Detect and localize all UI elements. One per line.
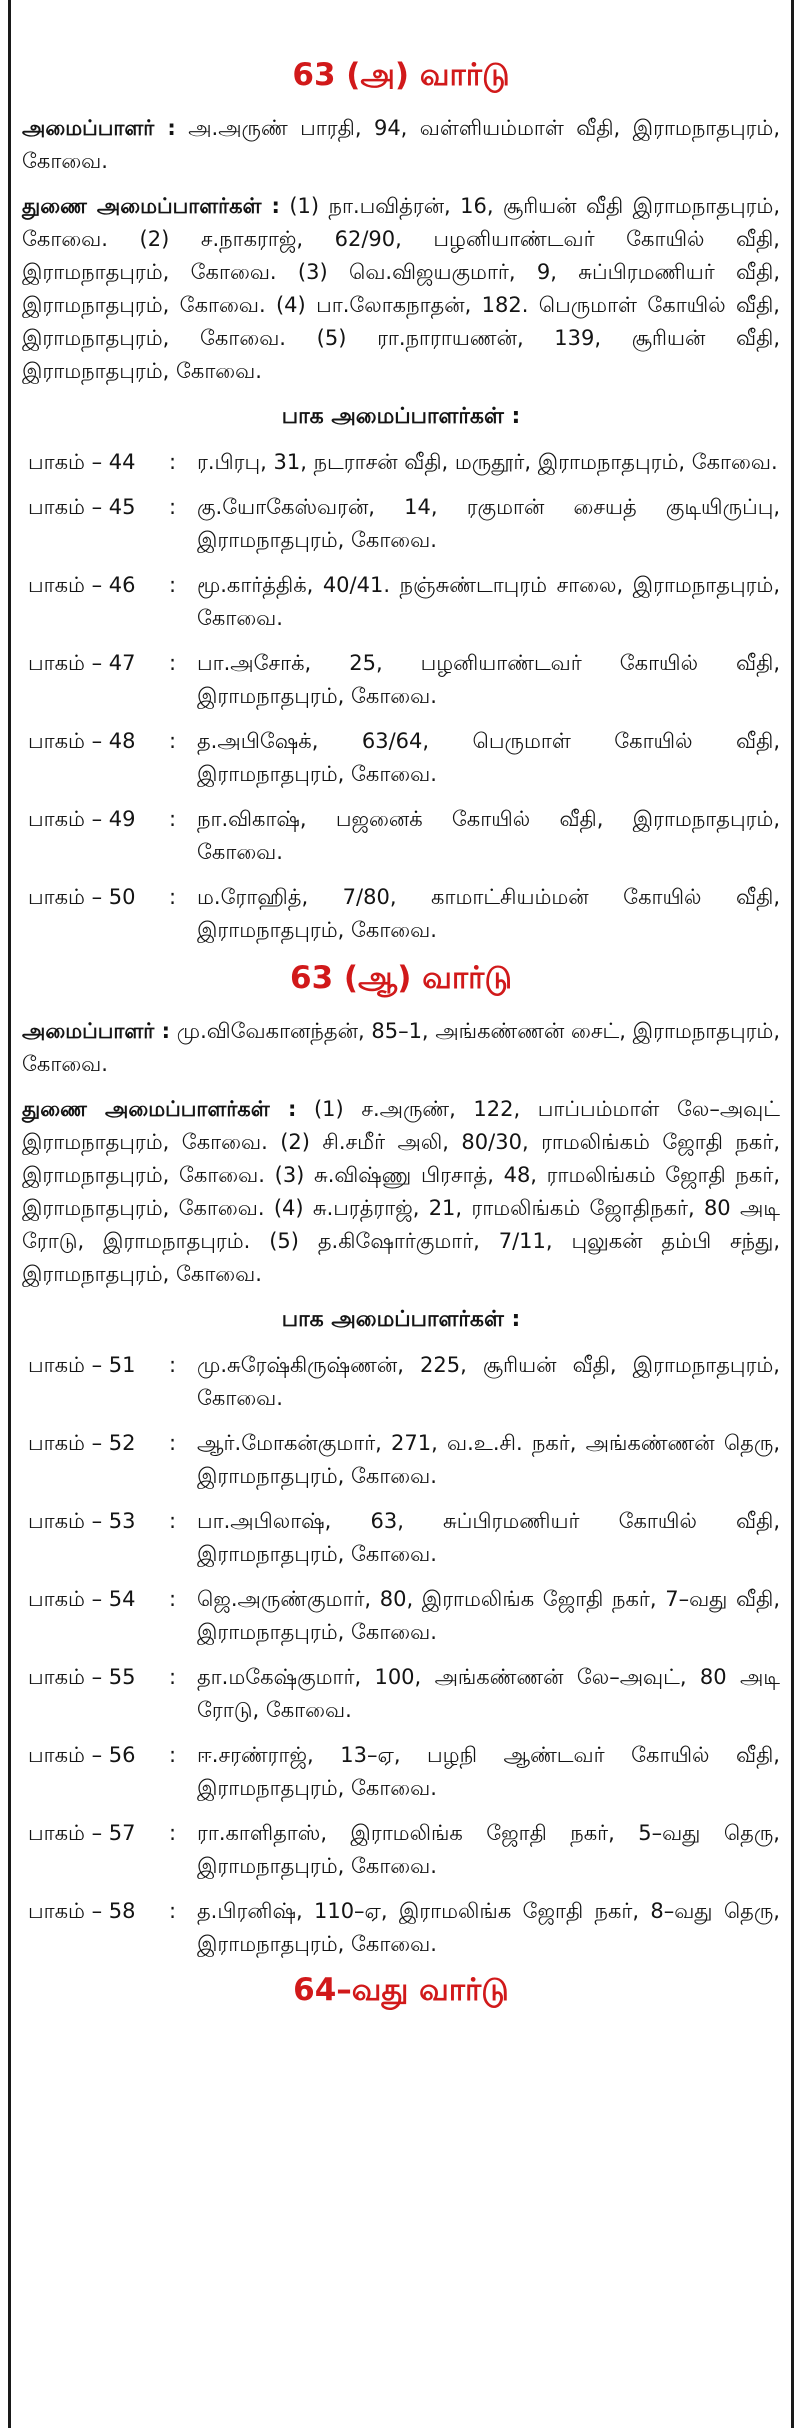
list-item — [22, 440, 780, 485]
part-colon: : — [169, 450, 177, 474]
organizer-label: அமைப்பாளர் : — [22, 1019, 171, 1043]
list-item — [22, 1889, 780, 1967]
part-text: ம.ரோஹித், 7/80, காமாட்சியம்மன் கோயில் வீதி, இராமநாதபுரம், கோவை. — [197, 885, 780, 942]
part-colon: : — [169, 1665, 177, 1689]
ward-64-section — [22, 1971, 780, 2009]
ward-63aa-organizer — [22, 1015, 780, 1081]
list-item — [22, 1499, 780, 1577]
part-label: பாகம் – 58 — [28, 1899, 136, 1923]
part-colon: : — [169, 573, 177, 597]
right-border-rule — [791, 0, 794, 2428]
part-label: பாகம் – 48 — [28, 729, 136, 753]
ward-63aa-deputies — [22, 1093, 780, 1291]
part-colon: : — [169, 1353, 177, 1377]
part-label: பாகம் – 54 — [28, 1587, 136, 1611]
part-colon: : — [169, 807, 177, 831]
part-text: நா.விகாஷ், பஜனைக் கோயில் வீதி, இராமநாதபுரம், கோவை. — [197, 807, 780, 864]
list-item — [22, 719, 780, 797]
ward-63aa-parts-list — [22, 1343, 780, 1967]
part-colon: : — [169, 1509, 177, 1533]
part-label: பாகம் – 57 — [28, 1821, 136, 1845]
part-text: மூ.கார்த்திக், 40/41. நஞ்சுண்டாபுரம் சாலை, இராமநாதபுரம், கோவை. — [197, 573, 780, 630]
part-label: பாகம் – 46 — [28, 573, 136, 597]
article-column — [22, 0, 780, 2009]
list-item — [22, 1733, 780, 1811]
list-item — [22, 1811, 780, 1889]
part-text: ர.பிரபு, 31, நடராசன் வீதி, மருதூர், இராமநாதபுரம், கோவை. — [197, 450, 778, 474]
deputy-label: துணை அமைப்பாளர்கள் : — [22, 1097, 297, 1121]
part-text: தா.மகேஷ்குமார், 100, அங்கண்ணன் லே–அவுட், 80 அடி ரோடு, கோவை. — [197, 1665, 780, 1722]
part-label: பாகம் – 51 — [28, 1353, 136, 1377]
list-item — [22, 875, 780, 953]
ward-64-title: 64–வது வார்டு — [293, 1972, 509, 2008]
part-label: பாகம் – 49 — [28, 807, 136, 831]
part-text: ரா.காளிதாஸ், இராமலிங்க ஜோதி நகர், 5–வது தெரு, இராமநாதபுரம், கோவை. — [197, 1821, 780, 1878]
ward-63a-deputies — [22, 190, 780, 388]
list-item — [22, 1421, 780, 1499]
part-label: பாகம் – 55 — [28, 1665, 136, 1689]
part-text: பா.அசோக், 25, பழனியாண்டவர் கோயில் வீதி, இராமநாதபுரம், கோவை. — [197, 651, 780, 708]
part-text: மு.சுரேஷ்கிருஷ்ணன், 225, சூரியன் வீதி, இராமநாதபுரம், கோவை. — [197, 1353, 780, 1410]
part-colon: : — [169, 1587, 177, 1611]
part-colon: : — [169, 729, 177, 753]
part-label: பாகம் – 45 — [28, 495, 136, 519]
list-item — [22, 563, 780, 641]
part-colon: : — [169, 885, 177, 909]
part-label: பாகம் – 44 — [28, 450, 136, 474]
ward-63aa-title: 63 (ஆ) வார்டு — [290, 960, 512, 996]
part-colon: : — [169, 1899, 177, 1923]
ward-63aa-section — [22, 959, 780, 1967]
part-colon: : — [169, 1431, 177, 1455]
deputy-label: துணை அமைப்பாளர்கள் : — [22, 194, 280, 218]
organizer-text: மு.விவேகானந்தன், 85–1, அங்கண்ணன் சைட், இராமநாதபுரம், கோவை. — [22, 1019, 780, 1076]
part-label: பாகம் – 50 — [28, 885, 136, 909]
ward-63a-section — [22, 0, 780, 953]
left-border-rule — [8, 0, 11, 2428]
part-colon: : — [169, 651, 177, 675]
list-item — [22, 641, 780, 719]
ward-63a-title: 63 (அ) வார்டு — [292, 57, 510, 93]
list-item — [22, 1655, 780, 1733]
list-item — [22, 1343, 780, 1421]
part-text: த.பிரனிஷ், 110–ஏ, இராமலிங்க ஜோதி நகர், 8–வது தெரு, இராமநாதபுரம், கோவை. — [197, 1899, 780, 1956]
part-label: பாகம் – 56 — [28, 1743, 136, 1767]
part-colon: : — [169, 1743, 177, 1767]
part-colon: : — [169, 1821, 177, 1845]
list-item — [22, 797, 780, 875]
part-colon: : — [169, 495, 177, 519]
part-text: பா.அபிலாஷ், 63, சுப்பிரமணியர் கோயில் வீதி, இராமநாதபுரம், கோவை. — [197, 1509, 780, 1566]
ward-63aa-section-label: பாக அமைப்பாளர்கள் : — [281, 1307, 521, 1332]
part-label: பாகம் – 47 — [28, 651, 136, 675]
deputy-text: (1) ச.அருண், 122, பாப்பம்மாள் லே–அவுட் இராமநாதபுரம், கோவை. (2) சி.சமீர் அலி, 80/30, ராமலிங்கம் ஜோதி நகர், இராமநாதபுரம், கோவை. (3) சு.விஷ்ணு பிரசாத், 48, ராமலிங்கம் ஜோதி நகர், இராமநாதபுரம், கோவை. (4) சு.பரத்ராஜ், 21, ராமலிங்கம் ஜோதிநகர், 80 அடி ரோடு, இராமநாதபுரம். (5) த.கிஷோர்குமார், 7/11, புலுகன் தம்பி சந்து, இராமநாதபுரம், கோவை. — [22, 1097, 780, 1286]
part-text: ஆர்.மோகன்குமார், 271, வ.உ.சி. நகர், அங்கண்ணன் தெரு, இராமநாதபுரம், கோவை. — [197, 1431, 780, 1488]
part-text: ஈ.சரண்ராஜ், 13–ஏ, பழநி ஆண்டவர் கோயில் வீதி, இராமநாதபுரம், கோவை. — [197, 1743, 780, 1800]
part-text: த.அபிஷேக், 63/64, பெருமாள் கோயில் வீதி, இராமநாதபுரம், கோவை. — [197, 729, 780, 786]
ward-63a-section-label: பாக அமைப்பாளர்கள் : — [281, 404, 521, 429]
part-text: கு.யோகேஸ்வரன், 14, ரகுமான் சையத் குடியிருப்பு, இராமநாதபுரம், கோவை. — [197, 495, 780, 552]
list-item — [22, 1577, 780, 1655]
part-label: பாகம் – 53 — [28, 1509, 136, 1533]
part-text: ஜெ.அருண்குமார், 80, இராமலிங்க ஜோதி நகர், 7–வது வீதி, இராமநாதபுரம், கோவை. — [197, 1587, 780, 1644]
organizer-text: அ.அருண் பாரதி, 94, வள்ளியம்மாள் வீதி, இராமநாதபுரம், கோவை. — [22, 116, 780, 173]
ward-63a-parts-list — [22, 440, 780, 953]
list-item — [22, 485, 780, 563]
ward-63a-organizer — [22, 112, 780, 178]
deputy-text: (1) நா.பவித்ரன், 16, சூரியன் வீதி இராமநாதபுரம், கோவை. (2) ச.நாகராஜ், 62/90, பழனியாண்டவர் கோயில் வீதி, இராமநாதபுரம், கோவை. (3) வெ.விஜயகுமார், 9, சுப்பிரமணியர் வீதி, இராமநாதபுரம், கோவை. (4) பா.லோகநாதன், 182. பெருமாள் கோயில் வீதி, இராமநாதபுரம், கோவை. (5) ரா.நாராயணன், 139, சூரியன் வீதி, இராமநாதபுரம், கோவை. — [22, 194, 780, 383]
organizer-label: அமைப்பாளர் : — [22, 116, 176, 140]
part-label: பாகம் – 52 — [28, 1431, 136, 1455]
